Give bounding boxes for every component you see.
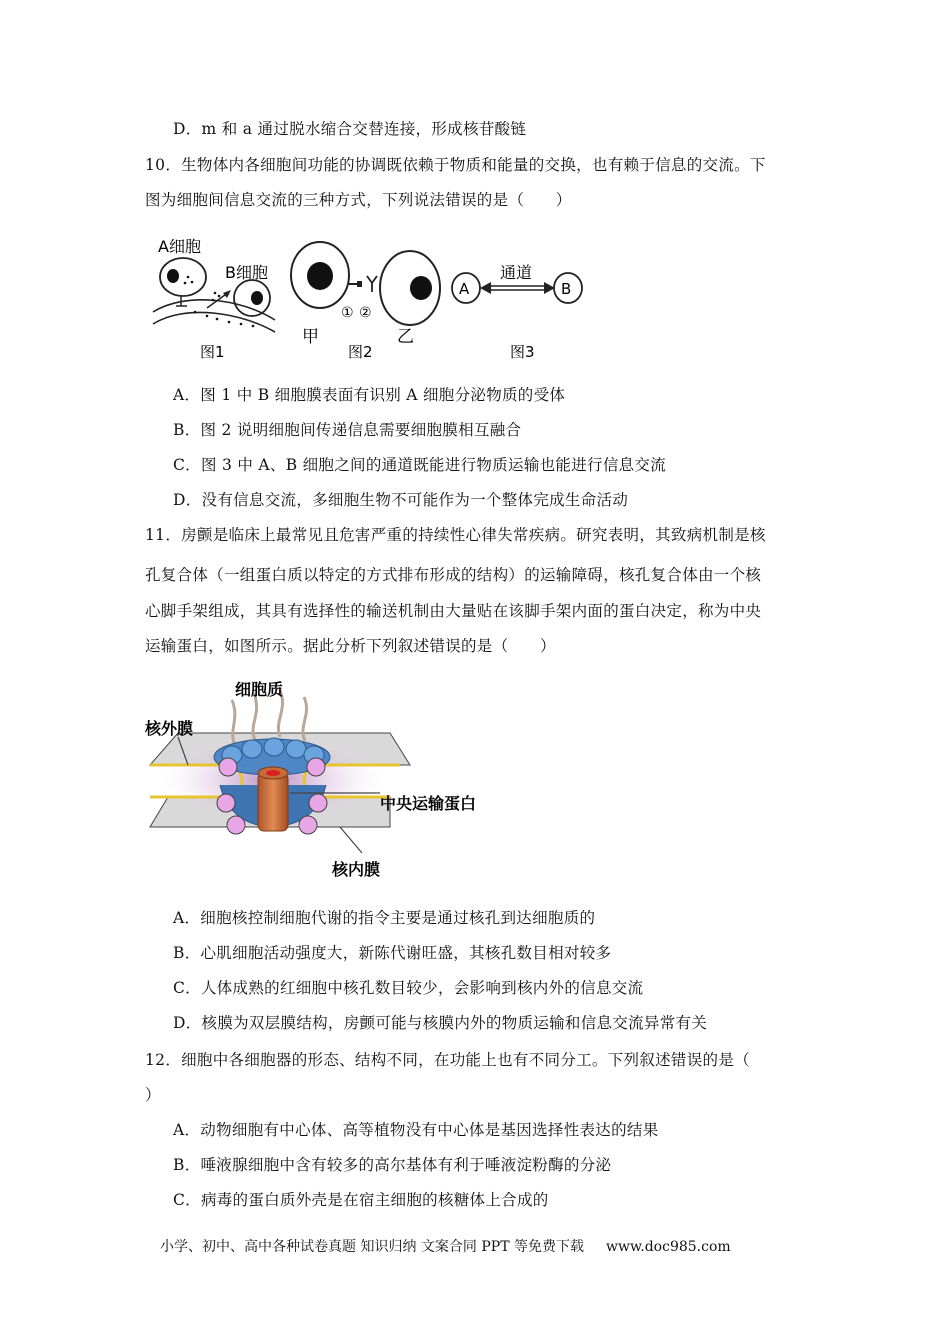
- cell-a-label: A细胞: [158, 237, 201, 256]
- fig2-label: 图2: [348, 343, 373, 361]
- fig1-label: 图1: [200, 343, 225, 361]
- q11-option-b: B．心肌细胞活动强度大，新陈代谢旺盛，其核孔数目相对较多: [173, 944, 612, 962]
- cell-a-letter: A: [459, 280, 470, 298]
- q11-nuclear-pore-figure: [140, 675, 490, 885]
- fig1-hormone-signaling: [153, 237, 275, 361]
- q11-stem-line1: 11．房颤是临床上最常见且危害严重的持续性心律失常疾病。研究表明，其致病机制是核: [145, 526, 766, 544]
- q12-stem-line2: ）: [145, 1086, 161, 1104]
- q10-option-a: A．图 1 中 B 细胞膜表面有识别 A 细胞分泌物质的受体: [173, 386, 566, 404]
- q10-option-c: C．图 3 中 A、B 细胞之间的通道既能进行物质运输也能进行信息交流: [173, 456, 667, 474]
- inner-membrane-label: 核内膜: [332, 860, 381, 879]
- central-protein-label: 中央运输蛋白: [380, 794, 477, 813]
- q10-option-b: B．图 2 说明细胞间传递信息需要细胞膜相互融合: [173, 421, 522, 439]
- fig2-direct-contact: [291, 242, 440, 361]
- q11-stem-line2: 孔复合体（一组蛋白质以特定的方式排布形成的结构）的运输障碍，核孔复合体由一个核: [145, 566, 762, 584]
- cell-yi-label: 乙: [397, 327, 414, 347]
- page-footer: [160, 1236, 731, 1256]
- footer-text: 小学、初中、高中各种试卷真题 知识归纳 文案合同 PPT 等免费下载: [160, 1239, 584, 1255]
- q11-option-a: A．细胞核控制细胞代谢的指令主要是通过核孔到达细胞质的: [173, 909, 596, 927]
- q11-option-d: D．核膜为双层膜结构，房颤可能与核膜内外的物质运输和信息交流异常有关: [173, 1014, 708, 1032]
- q10-stem-line2: 图为细胞间信息交流的三种方式，下列说法错误的是（ ）: [145, 191, 572, 209]
- mark-2: ②: [359, 305, 372, 321]
- q12-stem-line1: 12．细胞中各细胞器的形态、结构不同，在功能上也有不同分工。下列叙述错误的是（: [145, 1051, 750, 1069]
- cell-b-label: B细胞: [225, 263, 268, 282]
- q11-option-c: C．人体成熟的红细胞中核孔数目较少，会影响到核内外的信息交流: [173, 979, 644, 997]
- channel-label: 通道: [500, 263, 533, 282]
- q12-option-c: C．病毒的蛋白质外壳是在宿主细胞的核糖体上合成的: [173, 1191, 549, 1209]
- q10-stem-line1: 10．生物体内各细胞间功能的协调既依赖于物质和能量的交换，也有赖于信息的交流。下: [145, 156, 766, 174]
- q12-option-a: A．动物细胞有中心体、高等植物没有中心体是基因选择性表达的结果: [173, 1121, 659, 1139]
- q12-option-b: B．唾液腺细胞中含有较多的高尔基体有利于唾液淀粉酶的分泌: [173, 1156, 612, 1174]
- fig3-channel: [452, 263, 582, 361]
- q9-option-d: D．m 和 a 通过脱水缩合交替连接，形成核苷酸链: [173, 120, 527, 138]
- q10-figure: [145, 230, 595, 365]
- q10-option-d: D．没有信息交流，多细胞生物不可能作为一个整体完成生命活动: [173, 491, 629, 509]
- cytoplasm-label: 细胞质: [235, 680, 284, 699]
- fig3-label: 图3: [510, 343, 535, 361]
- cell-jia-label: 甲: [302, 327, 319, 347]
- mark-1: ①: [341, 305, 354, 321]
- footer-url-link[interactable]: www.doc985.com: [605, 1239, 731, 1255]
- q11-stem-line4: 运输蛋白，如图所示。据此分析下列叙述错误的是（ ）: [145, 637, 556, 655]
- q11-stem-line3: 心脚手架组成，其具有选择性的输送机制由大量贴在该脚手架内面的蛋白决定，称为中央: [145, 602, 762, 620]
- cell-b-letter: B: [561, 280, 572, 298]
- outer-membrane-label: 核外膜: [145, 719, 194, 738]
